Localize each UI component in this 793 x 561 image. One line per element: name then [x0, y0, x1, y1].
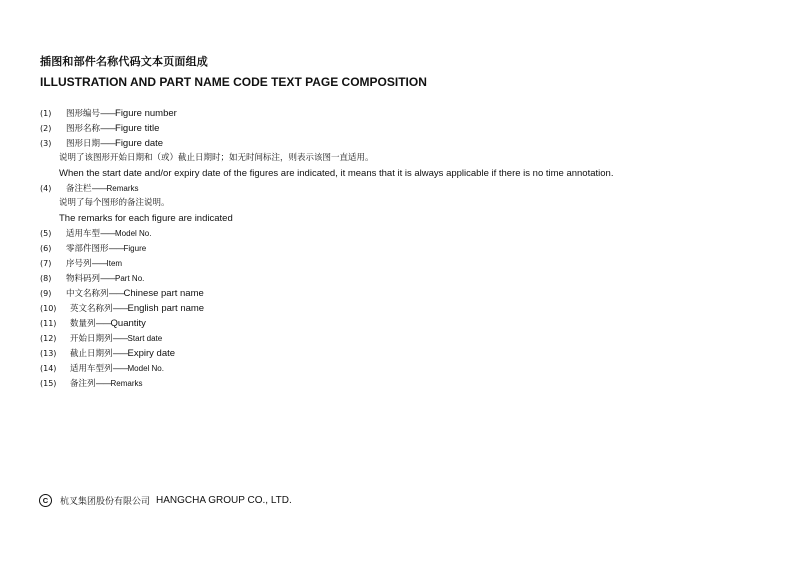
- item-label-cn: 序号列: [66, 259, 92, 269]
- item-label-en: Chinese part name: [123, 288, 204, 299]
- copyright-icon: C: [39, 494, 52, 507]
- composition-list: [40, 106, 780, 391]
- page-title-english: ILLUSTRATION AND PART NAME CODE TEXT PAGE COMPOSITION: [40, 75, 427, 89]
- list-item: [40, 136, 780, 151]
- item-label-cn: 图形编号: [66, 109, 101, 119]
- item-number: (10): [40, 304, 57, 313]
- item-label-en: Remarks: [106, 184, 139, 193]
- item-label-cn: 备注栏: [66, 184, 92, 194]
- item-label-en: Model No.: [115, 229, 152, 238]
- item-dash: ——: [100, 229, 116, 239]
- item-number: (3): [40, 139, 52, 148]
- list-item: [40, 256, 780, 271]
- list-item: [40, 361, 780, 376]
- page-title-chinese: 插图和部件名称代码文本页面组成: [40, 55, 208, 68]
- list-item: [40, 286, 780, 301]
- item-label-cn: 零部件图形: [66, 244, 109, 254]
- item-label-en: English part name: [127, 303, 205, 314]
- item-dash: ——: [91, 259, 107, 269]
- list-item: [40, 331, 780, 346]
- item-number: (1): [40, 109, 52, 118]
- item-label-en: Figure: [123, 244, 147, 253]
- item-number: (4): [40, 184, 52, 193]
- item-label-cn: 物料码列: [66, 274, 101, 284]
- list-item: [40, 226, 780, 241]
- item-label-cn: 适用车型: [66, 229, 101, 239]
- item-label-en: Part No.: [115, 274, 145, 283]
- item-dash: ——: [100, 139, 116, 149]
- item-dash: ——: [91, 184, 107, 194]
- item-number: (9): [40, 289, 52, 298]
- list-item: [40, 121, 780, 136]
- item-dash: ——: [95, 319, 111, 329]
- list-item: [40, 301, 780, 316]
- list-item: [40, 181, 780, 196]
- item-number: (11): [40, 319, 57, 328]
- item-label-cn: 数量列: [70, 319, 96, 329]
- item-note-cn: 说明了每个图形的备注说明。: [59, 198, 170, 208]
- item-note-en: When the start date and/or expiry date of the figures are indicated, it means that it is always applicable if there is no time annotation.: [59, 168, 614, 179]
- list-item: [40, 316, 780, 331]
- list-item: [40, 241, 780, 256]
- item-dash: ——: [108, 244, 124, 254]
- item-label-en: Remarks: [110, 379, 143, 388]
- item-label-en: Model No.: [127, 364, 164, 373]
- item-number: (8): [40, 274, 52, 283]
- item-dash: ——: [100, 124, 116, 134]
- item-label-en: Expiry date: [127, 348, 176, 359]
- item-number: (14): [40, 364, 57, 373]
- item-dash: ——: [100, 274, 116, 284]
- item-label-cn: 英文名称列: [70, 304, 113, 314]
- item-label-en: Quantity: [110, 318, 146, 329]
- item-label-cn: 图形日期: [66, 139, 101, 149]
- item-dash: ——: [112, 304, 128, 314]
- item-label-cn: 备注列: [70, 379, 96, 389]
- item-label-en: Figure number: [115, 108, 177, 119]
- item-label-en: Figure date: [115, 138, 164, 149]
- item-label-cn: 中文名称列: [66, 289, 109, 299]
- item-dash: ——: [112, 349, 128, 359]
- item-number: (7): [40, 259, 52, 268]
- item-label-cn: 截止日期列: [70, 349, 113, 359]
- company-name-cn: 杭叉集团股份有限公司: [60, 497, 151, 507]
- item-label-cn: 图形名称: [66, 124, 101, 134]
- company-name-en: HANGCHA GROUP CO., LTD.: [156, 495, 292, 506]
- item-note-en: The remarks for each figure are indicated: [59, 213, 233, 224]
- item-number: (12): [40, 334, 57, 343]
- list-item: [40, 106, 780, 121]
- item-dash: ——: [95, 379, 111, 389]
- item-note-cn: 说明了该图形开始日期和（或）截止日期时；如无时间标注，则表示该图一直适用。: [59, 153, 374, 163]
- item-dash: ——: [112, 334, 128, 344]
- item-dash: ——: [100, 109, 116, 119]
- list-item: [40, 271, 780, 286]
- item-number: (6): [40, 244, 52, 253]
- item-label-cn: 适用车型列: [70, 364, 113, 374]
- item-number: (15): [40, 379, 57, 388]
- page-footer: [39, 494, 292, 507]
- item-label-en: Start date: [127, 334, 163, 343]
- item-dash: ——: [108, 289, 124, 299]
- item-dash: ——: [112, 364, 128, 374]
- item-number: (13): [40, 349, 57, 358]
- item-label-en: Item: [106, 259, 123, 268]
- list-item: [40, 376, 780, 391]
- item-label-en: Figure title: [115, 123, 160, 134]
- list-item: [40, 346, 780, 361]
- item-label-cn: 开始日期列: [70, 334, 113, 344]
- item-number: (2): [40, 124, 52, 133]
- item-number: (5): [40, 229, 52, 238]
